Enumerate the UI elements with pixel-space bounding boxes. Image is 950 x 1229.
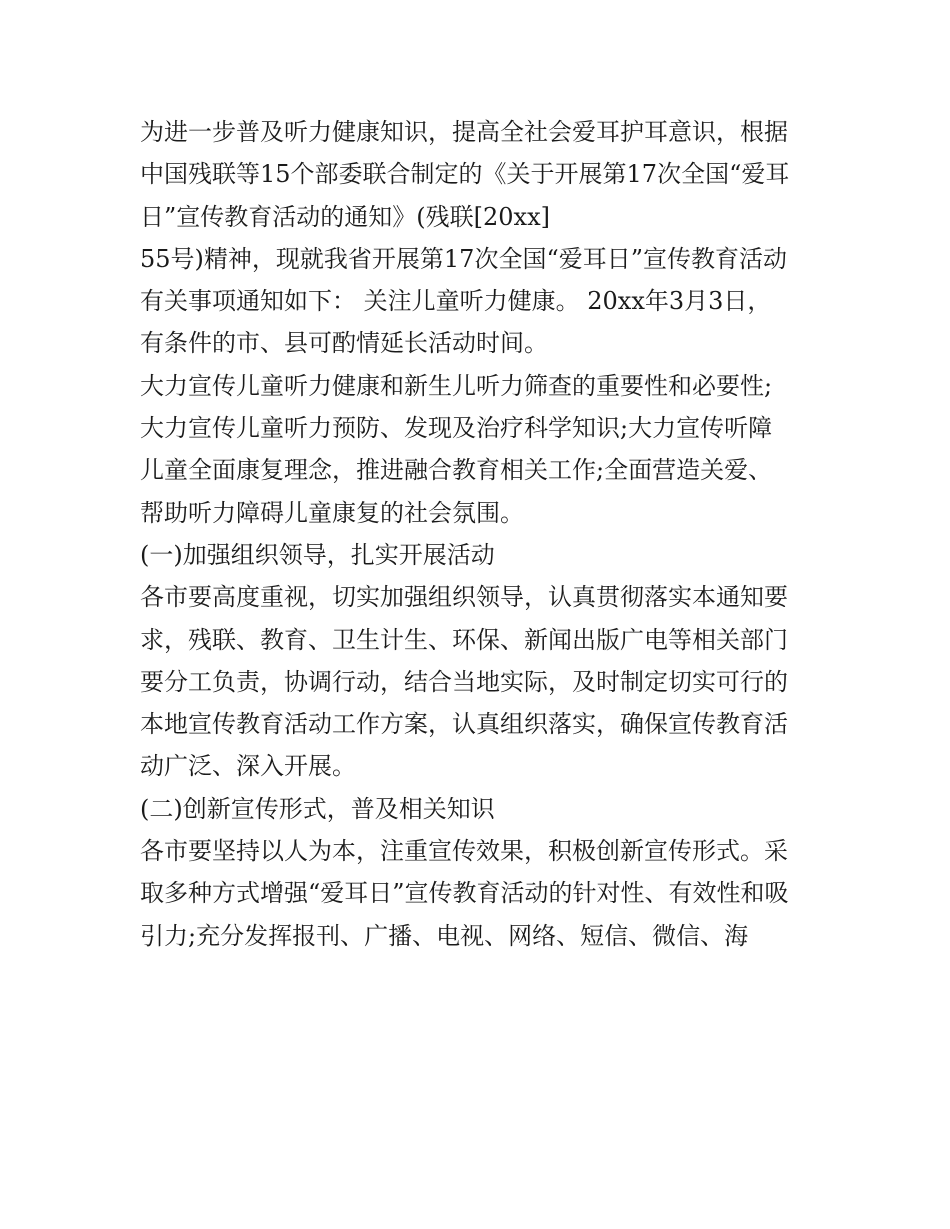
text-line: 引力;充分发挥报刊、广播、电视、网络、短信、微信、海 (140, 921, 749, 950)
text-line: 55号)精神，现就我省开展第17次全国“爱耳日”宣传教育活动 (140, 244, 787, 273)
text-line: 为进一步普及听力健康知识，提高全社会爱耳护耳意识，根据 (140, 118, 788, 146)
document-body (140, 111, 820, 957)
text-line: 帮助听力障碍儿童康复的社会氛围。 (140, 498, 524, 527)
text-line: 有关事项通知如下： 关注儿童听力健康。 20xx年3月3日， (140, 287, 772, 316)
text-line: 大力宣传儿童听力健康和新生儿听力筛查的重要性和必要性; (140, 371, 773, 400)
text-line: 日”宣传教育活动的通知》(残联[20xx] (140, 202, 550, 231)
section-heading: (二)创新宣传形式，普及相关知识 (140, 794, 495, 823)
text-line: 本地宣传教育活动工作方案，认真组织落实，确保宣传教育活 (140, 710, 788, 739)
text-line: 取多种方式增强“爱耳日”宣传教育活动的针对性、有效性和吸 (140, 879, 789, 908)
text-line: 各市要高度重视，切实加强组织领导，认真贯彻落实本通知要 (140, 583, 788, 612)
text-line: 动广泛、深入开展。 (140, 752, 356, 781)
section-heading: (一)加强组织领导，扎实开展活动 (140, 540, 495, 569)
text-line: 大力宣传儿童听力预防、发现及治疗科学知识;大力宣传听障 (140, 414, 773, 443)
text-line: 各市要坚持以人为本，注重宣传效果，积极创新宣传形式。采 (140, 837, 788, 866)
text-line: 要分工负责，协调行动，结合当地实际，及时制定切实可行的 (140, 667, 788, 696)
text-line: 有条件的市、县可酌情延长活动时间。 (140, 329, 548, 358)
text-line: 求，残联、教育、卫生计生、环保、新闻出版广电等相关部门 (140, 625, 788, 654)
text-line: 儿童全面康复理念，推进融合教育相关工作;全面营造关爱、 (140, 456, 773, 485)
text-line: 中国残联等15个部委联合制定的《关于开展第17次全国“爱耳 (140, 160, 790, 189)
